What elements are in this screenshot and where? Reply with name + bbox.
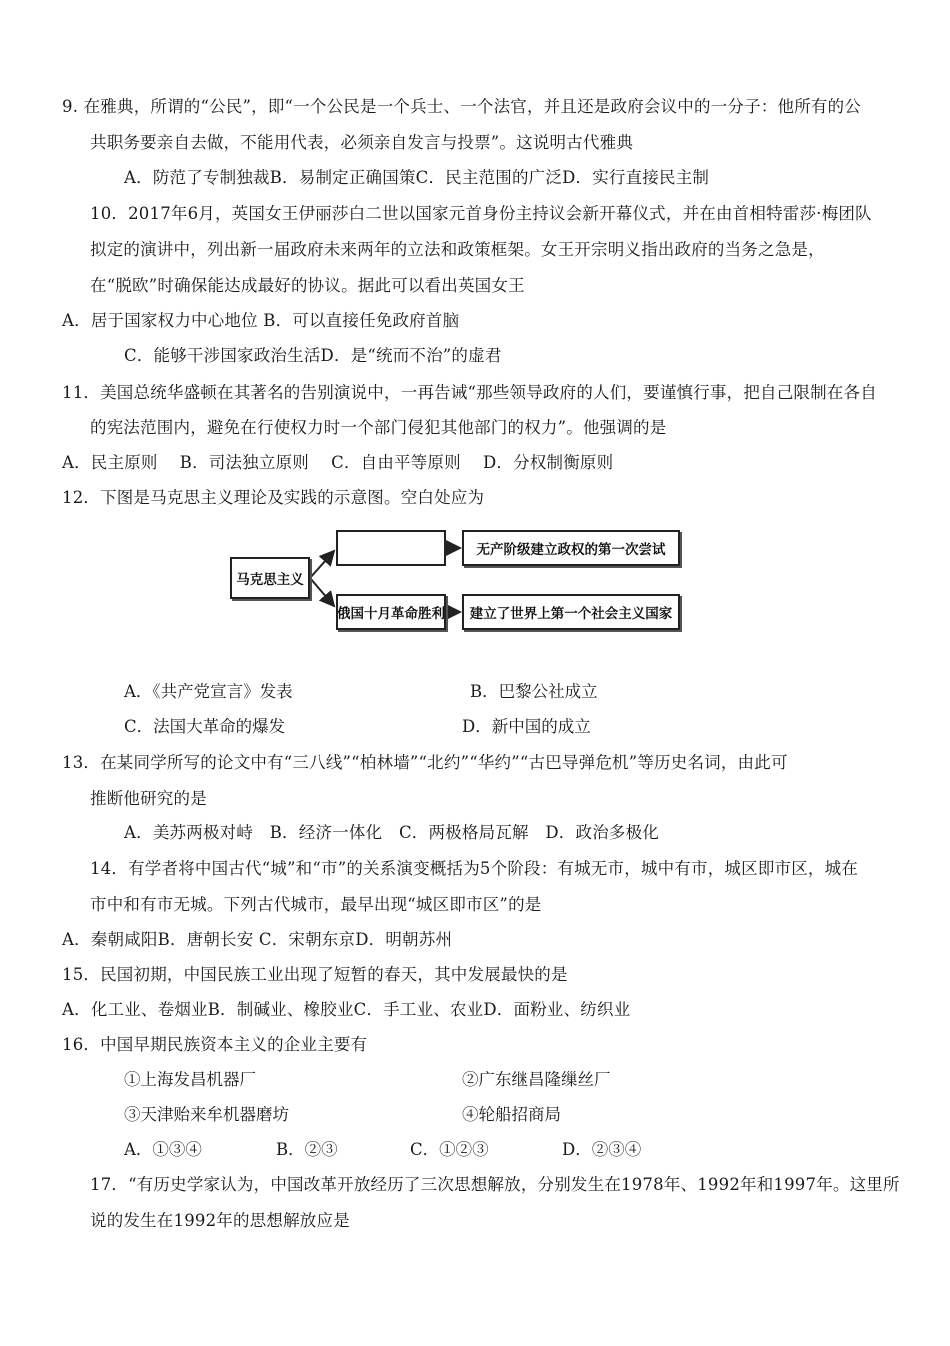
q16-item-2: ②广东继昌隆缫丝厂 <box>462 1070 611 1089</box>
q9-stem-line2: 共职务要亲自去做，不能用代表，必须亲自发言与投票”。这说明古代雅典 <box>90 133 634 152</box>
q17-stem-line2: 说的发生在1992年的思想解放应是 <box>90 1211 350 1230</box>
q15-options: A．化工业、卷烟业B．制碱业、橡胶业C．手工业、农业D．面粉业、纺织业 <box>62 1000 631 1019</box>
q9-stem-line1: 9. 在雅典，所谓的“公民”，即“一个公民是一个兵士、一个法官，并且还是政府会议中的一分子：他所有的公 <box>62 97 861 116</box>
q12-option-a: A．《共产党宣言》发表 <box>124 682 293 701</box>
q16-item-1: ①上海发昌机器厂 <box>124 1070 256 1089</box>
q13-stem-line2: 推断他研究的是 <box>90 789 207 808</box>
diagram-top-result: 无产阶级建立政权的第一次尝试 <box>462 530 680 566</box>
q16-item-3: ③天津贻来牟机器磨坊 <box>124 1105 289 1124</box>
arrow-to-october-revolution <box>310 578 334 606</box>
q12-option-b: B．巴黎公社成立 <box>470 682 598 701</box>
q14-stem-line2: 市中和有市无城。下列古代城市，最早出现“城区即市区”的是 <box>90 895 542 914</box>
q10-options-line1: A．居于国家权力中心地位 B．可以直接任免政府首脑 <box>62 311 460 330</box>
q11-stem-line2: 的宪法范围内，避免在行使权力时一个部门侵犯其他部门的权力”。他强调的是 <box>90 418 667 437</box>
q12-stem: 12．下图是马克思主义理论及实践的示意图。空白处应为 <box>62 488 485 507</box>
q16-option-a: A．①③④ <box>124 1140 202 1159</box>
q16-item-4: ④轮船招商局 <box>462 1105 561 1124</box>
q11-options: A．民主原则 B．司法独立原则 C．自由平等原则 D．分权制衡原则 <box>62 453 614 472</box>
q10-options-line2: C．能够干涉国家政治生活D．是“统而不治”的虚君 <box>124 346 502 365</box>
diagram-blank-box <box>336 530 446 566</box>
q10-stem-line1: 10．2017年6月，英国女王伊丽莎白二世以国家元首身份主持议会新开幕仪式，并在由首相特雷莎·梅团队 <box>90 204 872 223</box>
diagram-bottom-result: 建立了世界上第一个社会主义国家 <box>462 594 680 630</box>
q13-options: A．美苏两极对峙 B．经济一体化 C．两极格局瓦解 D．政治多极化 <box>124 823 659 842</box>
q12-option-d: D．新中国的成立 <box>462 717 591 736</box>
q16-stem: 16．中国早期民族资本主义的企业主要有 <box>62 1035 368 1054</box>
q12-option-c: C．法国大革命的爆发 <box>124 717 286 736</box>
q13-stem-line1: 13．在某同学所写的论文中有“三八线”“柏林墙”“北约”“华约”“古巴导弹危机”等历史名词，由此可 <box>62 753 788 772</box>
diagram-root-marxism: 马克思主义 <box>230 557 310 599</box>
q17-stem-line1: 17．“有历史学家认为，中国改革开放经历了三次思想解放，分别发生在1978年、1992年和1997年。这里所 <box>90 1175 900 1194</box>
q14-stem-line1: 14．有学者将中国古代“城”和“市”的关系演变概括为5个阶段：有城无市，城中有市，城区即市区，城在 <box>90 859 859 878</box>
q15-stem: 15．民国初期，中国民族工业出现了短暂的春天，其中发展最快的是 <box>62 965 568 984</box>
arrow-to-blank <box>310 551 334 578</box>
q16-option-b: B．②③ <box>276 1140 338 1159</box>
q10-stem-line3: 在“脱欧”时确保能达成最好的协议。据此可以看出英国女王 <box>90 276 525 295</box>
diagram-october-revolution: 俄国十月革命胜利 <box>336 594 446 630</box>
q9-options: A．防范了专制独裁B．易制定正确国策C．民主范围的广泛D．实行直接民主制 <box>124 168 710 187</box>
q11-stem-line1: 11．美国总统华盛顿在其著名的告别演说中，一再告诫“那些领导政府的人们，要谨慎行事，把自己限制在各自 <box>62 383 877 402</box>
q16-option-d: D．②③④ <box>562 1140 642 1159</box>
q16-option-c: C．①②③ <box>410 1140 489 1159</box>
q10-stem-line2: 拟定的演讲中，列出新一届政府未来两年的立法和政策框架。女王开宗明义指出政府的当务之急是， <box>90 240 825 259</box>
q14-options: A．秦朝咸阳B．唐朝长安 C．宋朝东京D．明朝苏州 <box>62 930 453 949</box>
